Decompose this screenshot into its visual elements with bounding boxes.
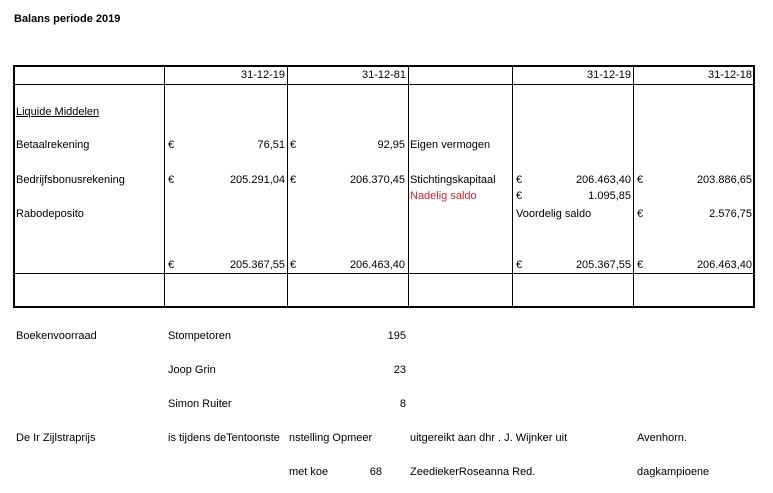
currency-symbol: €	[637, 174, 644, 186]
liability-value: 1.095,85	[588, 190, 631, 202]
liability-value: 203.886,65	[696, 174, 752, 186]
currency-symbol: €	[290, 174, 297, 186]
currency-symbol: €	[637, 259, 644, 271]
liability-value: 206.463,40	[575, 174, 631, 186]
zijlstraprijs-text: uitgereikt aan dhr . J. Wijnker uit	[410, 432, 568, 444]
asset-value: 76,51	[257, 139, 285, 151]
asset-value: 205.291,04	[229, 174, 285, 186]
zijlstraprijs-text: Avenhorn.	[637, 432, 687, 444]
currency-symbol: €	[290, 259, 297, 271]
book-count: 195	[387, 330, 406, 342]
liability-label: Stichtingskapitaal	[410, 174, 496, 186]
currency-symbol: €	[168, 259, 175, 271]
book-count: 8	[399, 398, 406, 410]
liability-label-negative: Nadelig saldo	[410, 190, 477, 202]
book-title: Stompetoren	[168, 330, 231, 342]
header-liab-col1: 31-12-19	[586, 69, 631, 81]
currency-symbol: €	[516, 174, 523, 186]
book-title: Simon Ruiter	[168, 398, 232, 410]
zijlstraprijs-text: dagkampioene	[637, 466, 710, 478]
liability-heading: Eigen vermogen	[410, 139, 491, 151]
currency-symbol: €	[637, 208, 644, 220]
zijlstraprijs-text: is tijdens deTentoonste	[168, 432, 280, 444]
header-assets-col2: 31-12-81	[361, 69, 406, 81]
asset-label: Bedrijfsbonusrekening	[16, 174, 125, 186]
book-count: 23	[393, 364, 406, 376]
total-value: 205.367,55	[575, 259, 631, 271]
header-assets-col1: 31-12-19	[240, 69, 285, 81]
currency-symbol: €	[516, 259, 523, 271]
asset-label: Betaalrekening	[16, 139, 90, 151]
book-title: Joop Grin	[168, 364, 216, 376]
currency-symbol: €	[168, 139, 175, 151]
asset-label: Rabodeposito	[16, 208, 84, 220]
boekenvoorraad-label: Boekenvoorraad	[16, 330, 97, 342]
col-divider	[512, 66, 513, 307]
total-value: 205.367,55	[229, 259, 285, 271]
page-title: Balans periode 2019	[14, 13, 121, 25]
col-divider	[408, 66, 409, 307]
zijlstraprijs-label: De Ir Zijlstraprijs	[16, 432, 96, 444]
col-divider	[287, 66, 288, 307]
zijlstraprijs-number: 68	[369, 466, 382, 478]
col-divider	[633, 66, 634, 307]
totals-divider	[14, 273, 754, 274]
currency-symbol: €	[516, 190, 523, 202]
asset-value: 92,95	[377, 139, 405, 151]
liability-label: Voordelig saldo	[516, 208, 592, 220]
zijlstraprijs-text: ZeediekerRoseanna Red.	[410, 466, 536, 478]
col-divider	[164, 66, 165, 307]
currency-symbol: €	[290, 139, 297, 151]
asset-value: 206.370,45	[349, 174, 405, 186]
zijlstraprijs-text: met koe	[289, 466, 329, 478]
zijlstraprijs-text: nstelling Opmeer	[289, 432, 373, 444]
currency-symbol: €	[168, 174, 175, 186]
total-value: 206.463,40	[696, 259, 752, 271]
liability-value: 2.576,75	[709, 208, 752, 220]
section-heading: Liquide Middelen	[16, 106, 100, 118]
total-value: 206.463,40	[349, 259, 405, 271]
header-divider	[14, 84, 754, 85]
header-liab-col2: 31-12-18	[707, 69, 752, 81]
